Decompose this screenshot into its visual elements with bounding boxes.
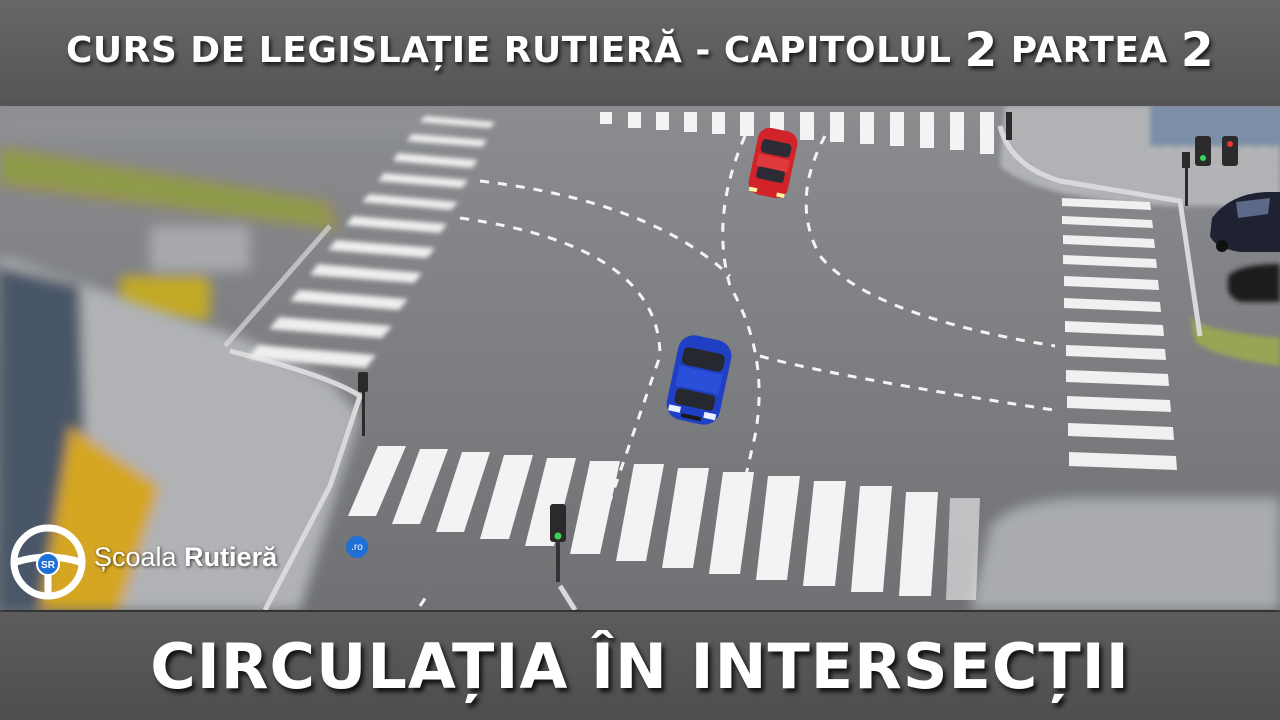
school-logo — [8, 520, 388, 600]
logo-brand-second: Rutieră — [184, 542, 278, 572]
logo-tld-badge: .ro — [346, 536, 368, 558]
logo-initials: SR — [41, 560, 55, 571]
steering-wheel-icon — [8, 522, 88, 602]
part-number: 2 — [1180, 22, 1215, 78]
footer-title: CIRCULAȚIA ÎN INTERSECȚII — [150, 629, 1130, 703]
header-part-label: PARTEA — [1010, 29, 1168, 71]
right-bottom-sidewalk — [970, 498, 1280, 610]
header-title-text: CURS DE LEGISLAȚIE RUTIERĂ - CAPITOLUL — [65, 29, 952, 71]
chapter-number: 2 — [964, 22, 998, 78]
logo-wordmark — [94, 542, 277, 573]
logo-brand-first: Școala — [94, 542, 177, 572]
header-title — [0, 0, 1280, 100]
